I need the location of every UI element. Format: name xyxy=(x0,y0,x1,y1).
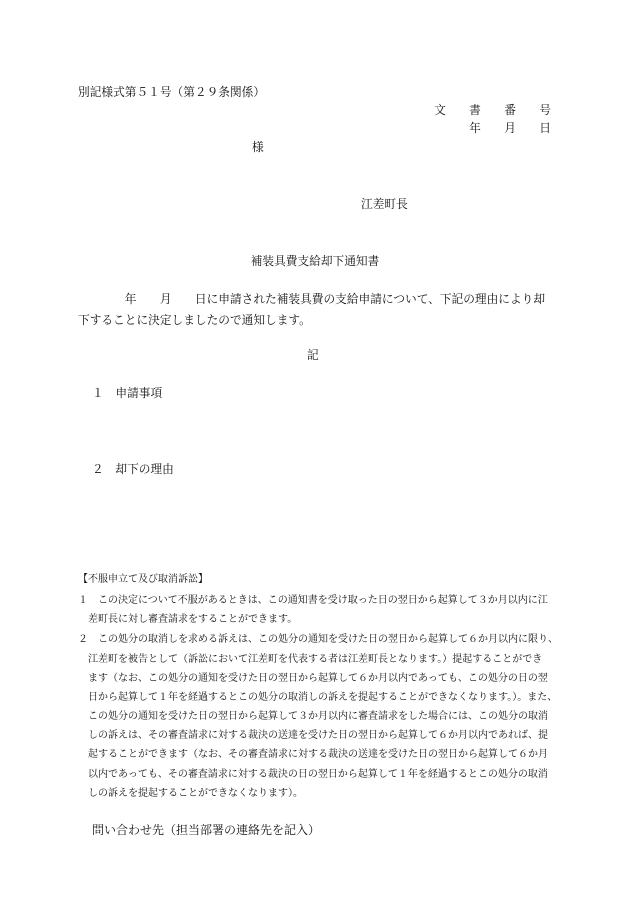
notice-line: 差町長に対し審査請求をすることができます。 xyxy=(88,614,298,625)
form-number: 別記様式第５１号（第２９条関係） xyxy=(78,85,266,99)
date-label: 年 月 日 xyxy=(469,121,551,135)
notice-line: しの訴えは、その審査請求に対する裁決の送達を受けた日の翌日から起算して６か月以内であれば、提 xyxy=(88,730,548,741)
notice-line: 江差町を被告として（訴訟において江差町を代表する者は江差町長となります。）提起することができ xyxy=(88,654,543,665)
document-title: 補装具費支給却下通知書 xyxy=(250,254,380,268)
notice-line: 日から起算して１年を経過するとこの処分の取消しの訴えを提起することができなくなります。）。また、 xyxy=(88,692,558,703)
notice-line: 以内であっても、その審査請求に対する裁決の日の翌日から起算して１年を経過するとこの処分の取消 xyxy=(88,769,548,780)
notice-line: １ この決定について不服があるときは、この通知書を受け取った日の翌日から起算して３か月以内に江 xyxy=(78,595,548,606)
notice-line: しの訴えを提起することができなくなります）。 xyxy=(88,788,303,799)
ki-heading: 記 xyxy=(307,348,319,362)
notice-line: ２ この処分の取消しを求める訴えは、この処分の通知を受けた日の翌日から起算して６か月以内に限り、 xyxy=(78,634,558,645)
item-rejection-reason: ２ 却下の理由 xyxy=(92,462,174,476)
issuer-name: 江差町長 xyxy=(361,197,408,211)
body-line: 下することに決定しましたので通知します。 xyxy=(78,313,311,327)
document-number-label: 文 書 番 号 xyxy=(434,103,551,117)
item-application: １ 申請事項 xyxy=(92,386,163,400)
body-line: 年 月 日に申請された補装具費の支給申請について、下記の理由により却 xyxy=(78,292,546,306)
notice-line: ます（なお、この処分の通知を受けた日の翌日から起算して６か月以内であっても、この処分の日の翌 xyxy=(88,673,548,684)
notice-heading: 【不服申立て及び取消訴訟】 xyxy=(78,574,208,585)
notice-line: この処分の通知を受けた日の翌日から起算して３か月以内に審査請求をした場合には、この処分の取消 xyxy=(88,711,548,722)
addressee-suffix: 様 xyxy=(252,140,264,154)
contact-info: 問い合わせ先（担当部署の連絡先を記入） xyxy=(92,823,321,837)
notice-line: 起することができます（なお、その審査請求に対する裁決の送達を受けた日の翌日から起算して６か月 xyxy=(88,749,548,760)
